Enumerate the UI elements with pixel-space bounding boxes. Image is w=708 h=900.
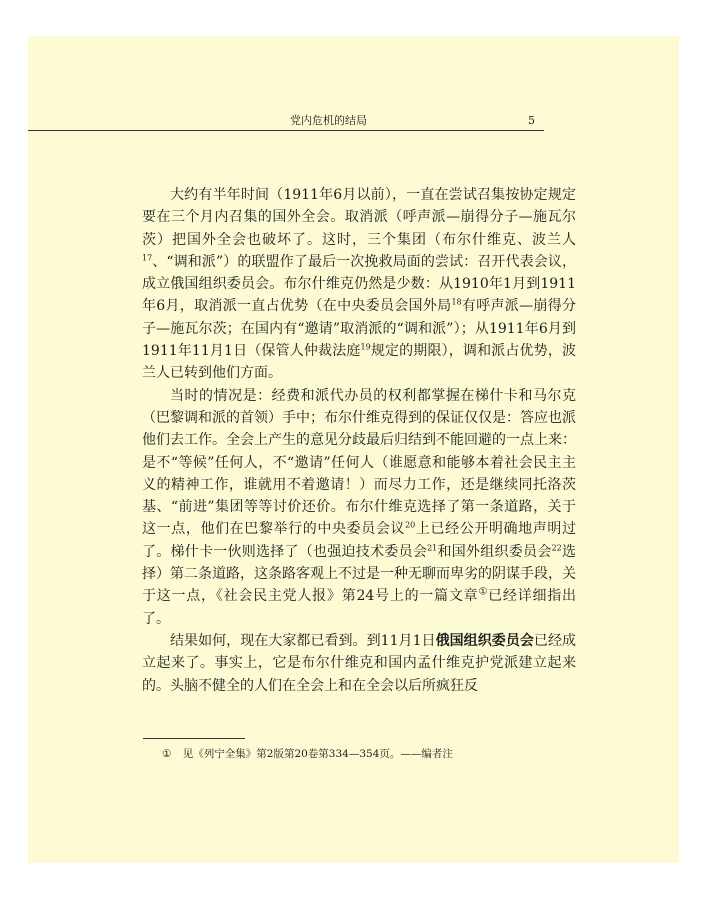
highlighted-term: 俄国组织委员会 (435, 632, 534, 649)
endnote-ref: 18 (451, 297, 462, 307)
footnote (162, 747, 562, 761)
paragraph-2: 当时的情况是：经费和派代办员的权利都掌握在梯什卡和马尔克（巴黎调和派的首领）手中；布尔什维克得到的保证仅仅是：答应也派他们去工作。全会上产生的意见分歧最后归结到不能回避的一点上来：是不“等候”任何人，不“邀请”任何人（谁愿意和能够本着社会民主主义的精神工作，谁就用不着邀请！）而尽力工作，还是继续同托洛茨基、“前进”集团等等讨价还价。布尔什维克选择了第一条道路，关于这一点，他们在巴黎举行的中央委员会议$^{20}$上已经公开明确地声明过了。梯什卡一伙则选择了（也强迫技术委员会$^{21}$和国外组织委员会$^{22}$选择）第二条道路，这条路客观上不过是一种无聊而卑劣的阴谋手段，关于这一点，《社会民主党人报》第24号上的一篇文章①已经详细指出了。 (142, 387, 577, 627)
footnote-rule (143, 738, 245, 739)
footnote-text: 见《列宁全集》第2版第20卷第334—354页。——编者注 (182, 748, 453, 760)
body-text (142, 184, 576, 697)
footnote-ref: ① (478, 586, 489, 598)
endnote-ref: 20 (405, 520, 416, 530)
footnote-mark: ① (162, 748, 172, 760)
endnote-ref: 17 (142, 253, 153, 263)
running-header (114, 113, 543, 128)
paragraph-1: 大约有半年时间（1911年6月以前），一直在尝试召集按协定规定要在三个月内召集的国外全会。取消派（呼声派—崩得分子—施瓦尔茨）把国外全会也破坏了。这时，三个集团（布尔什维克、波兰人$^{17}$、“调和派”）的联盟作了最后一次挽救局面的尝试：召开代表会议，成立俄国组织委员会。布尔什维克仍然是少数：从1910年1月到1911年6月，取消派一直占优势（在中央委员会国外局$^{18}$有呼声派—崩得分子—施瓦尔茨；在国内有“邀请”取消派的“调和派”）；从1911年6月到1911年11月1日（保管人仲裁法庭$^{19}$规定的期限），调和派占优势，波兰人已转到他们方面。 (142, 187, 576, 382)
paragraph-3: 结果如何，现在大家都已看到。到11月1日俄国组织委员会已经成立起来了。事实上，它是布尔什维克和国内孟什维克护党派建立起来的。头脑不健全的人们在全会上和在全会以后所疯狂反 (142, 632, 577, 694)
endnote-ref: 22 (551, 543, 562, 553)
endnote-ref: 21 (427, 543, 438, 553)
running-title: 党内危机的结局 (290, 114, 367, 127)
page-number: 5 (528, 114, 535, 127)
endnote-ref: 19 (360, 342, 371, 352)
header-rule (28, 130, 544, 131)
